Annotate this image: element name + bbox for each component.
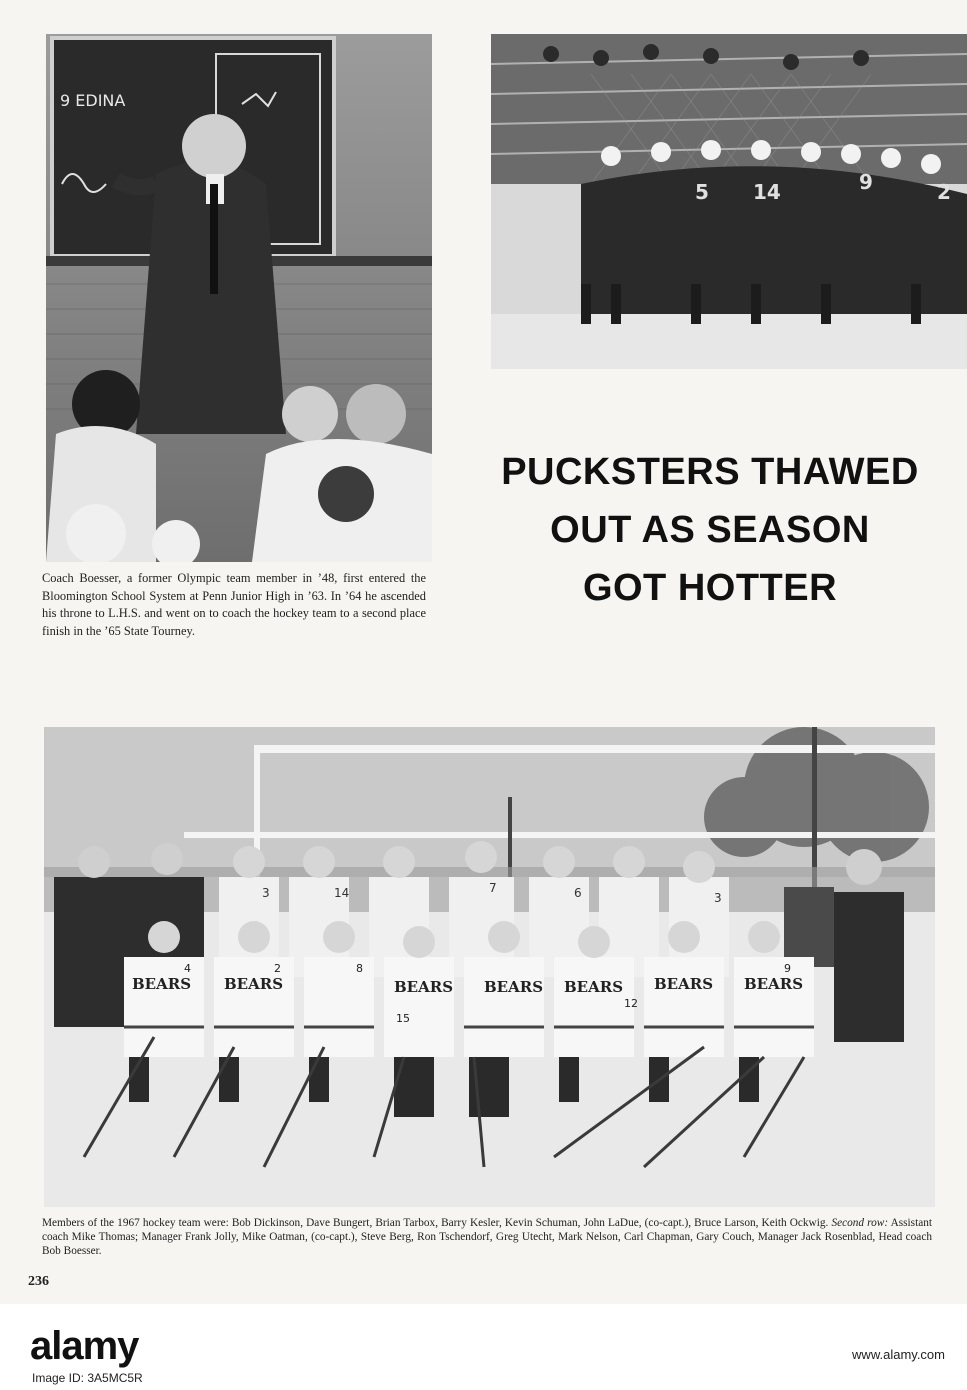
jersey-banner-text: BEARS — [224, 975, 284, 993]
team-caption-second-row-label: Second row: — [831, 1217, 889, 1229]
jersey-banner-text: BEARS — [744, 975, 804, 993]
team-caption-first-row: Members of the 1967 hockey team were: Bob Dickinson, Dave Bungert, Brian Tarbox, Barry Kesler, Kevin Schuman, John LaDue, (co-capt.), Bruce Larson, Keith Ockwig. — [42, 1217, 829, 1229]
team-caption-second-row: Assistant coach Mike Thomas; Manager Frank Jolly, Mike Oatman, (co-capt.), Steve Berg, Ron Tschendorf, Greg Utecht, Mark Nelson, Carl Chapman, Gary Couch, Manager Jack Rosenblad, Head coach Bob Boesser. — [42, 1217, 933, 1258]
site-url-text: www.alamy.com — [852, 1347, 945, 1362]
jersey-number: 2 — [274, 962, 281, 975]
jersey-banner-text: BEARS — [564, 978, 624, 996]
headline-line-1: PUCKSTERS THAWED — [501, 451, 919, 493]
jersey-banner-text: BEARS — [484, 978, 544, 996]
huddle-photo-illustration — [491, 34, 967, 369]
jersey-number: 15 — [396, 1012, 410, 1025]
jersey-number: 9 — [784, 962, 791, 975]
page-headline — [470, 443, 950, 617]
jersey-number: 7 — [489, 881, 497, 895]
headline-line-2: OUT AS SEASON — [550, 509, 870, 551]
coach-photo-illustration — [46, 34, 432, 562]
coach-chalkboard-photo — [46, 34, 432, 562]
image-id-label: Image ID: 3A5MC5R — [32, 1371, 143, 1385]
jersey-banner-text: BEARS — [394, 978, 454, 996]
page-number: 236 — [28, 1274, 49, 1289]
jersey-banner-text: BEARS — [654, 975, 714, 993]
team-group-photo — [44, 727, 935, 1207]
coach-caption: Coach Boesser, a former Olympic team member in ’48, first entered the Bloomington School System at Penn Junior High in ’63. In ’64 he ascended his throne to L.H.S. and went on to coach the hockey team to a second place finish in the ’65 State Tourney. — [42, 571, 426, 638]
team-huddle-photo — [491, 34, 967, 369]
jersey-number: 14 — [334, 886, 350, 900]
jersey-number: 3 — [714, 891, 722, 905]
jersey-number: 14 — [753, 180, 781, 204]
team-caption — [42, 1216, 932, 1259]
alamy-logo: alamy — [30, 1324, 139, 1368]
jersey-number: 3 — [262, 886, 270, 900]
jersey-number: 9 — [859, 170, 873, 194]
stock-watermark-bar — [0, 1304, 967, 1390]
jersey-number: 8 — [356, 962, 363, 975]
headline-line-3: GOT HOTTER — [582, 567, 838, 609]
site-url — [852, 1347, 945, 1362]
jersey-number: 4 — [184, 962, 191, 975]
team-photo-illustration — [44, 727, 935, 1207]
jersey-banner-text: BEARS — [132, 975, 192, 993]
jersey-number: 5 — [695, 180, 709, 204]
chalkboard-text: 9 EDINA — [60, 91, 126, 110]
jersey-number: 2 — [937, 180, 951, 204]
jersey-number: 6 — [574, 886, 582, 900]
jersey-number: 12 — [624, 997, 638, 1010]
